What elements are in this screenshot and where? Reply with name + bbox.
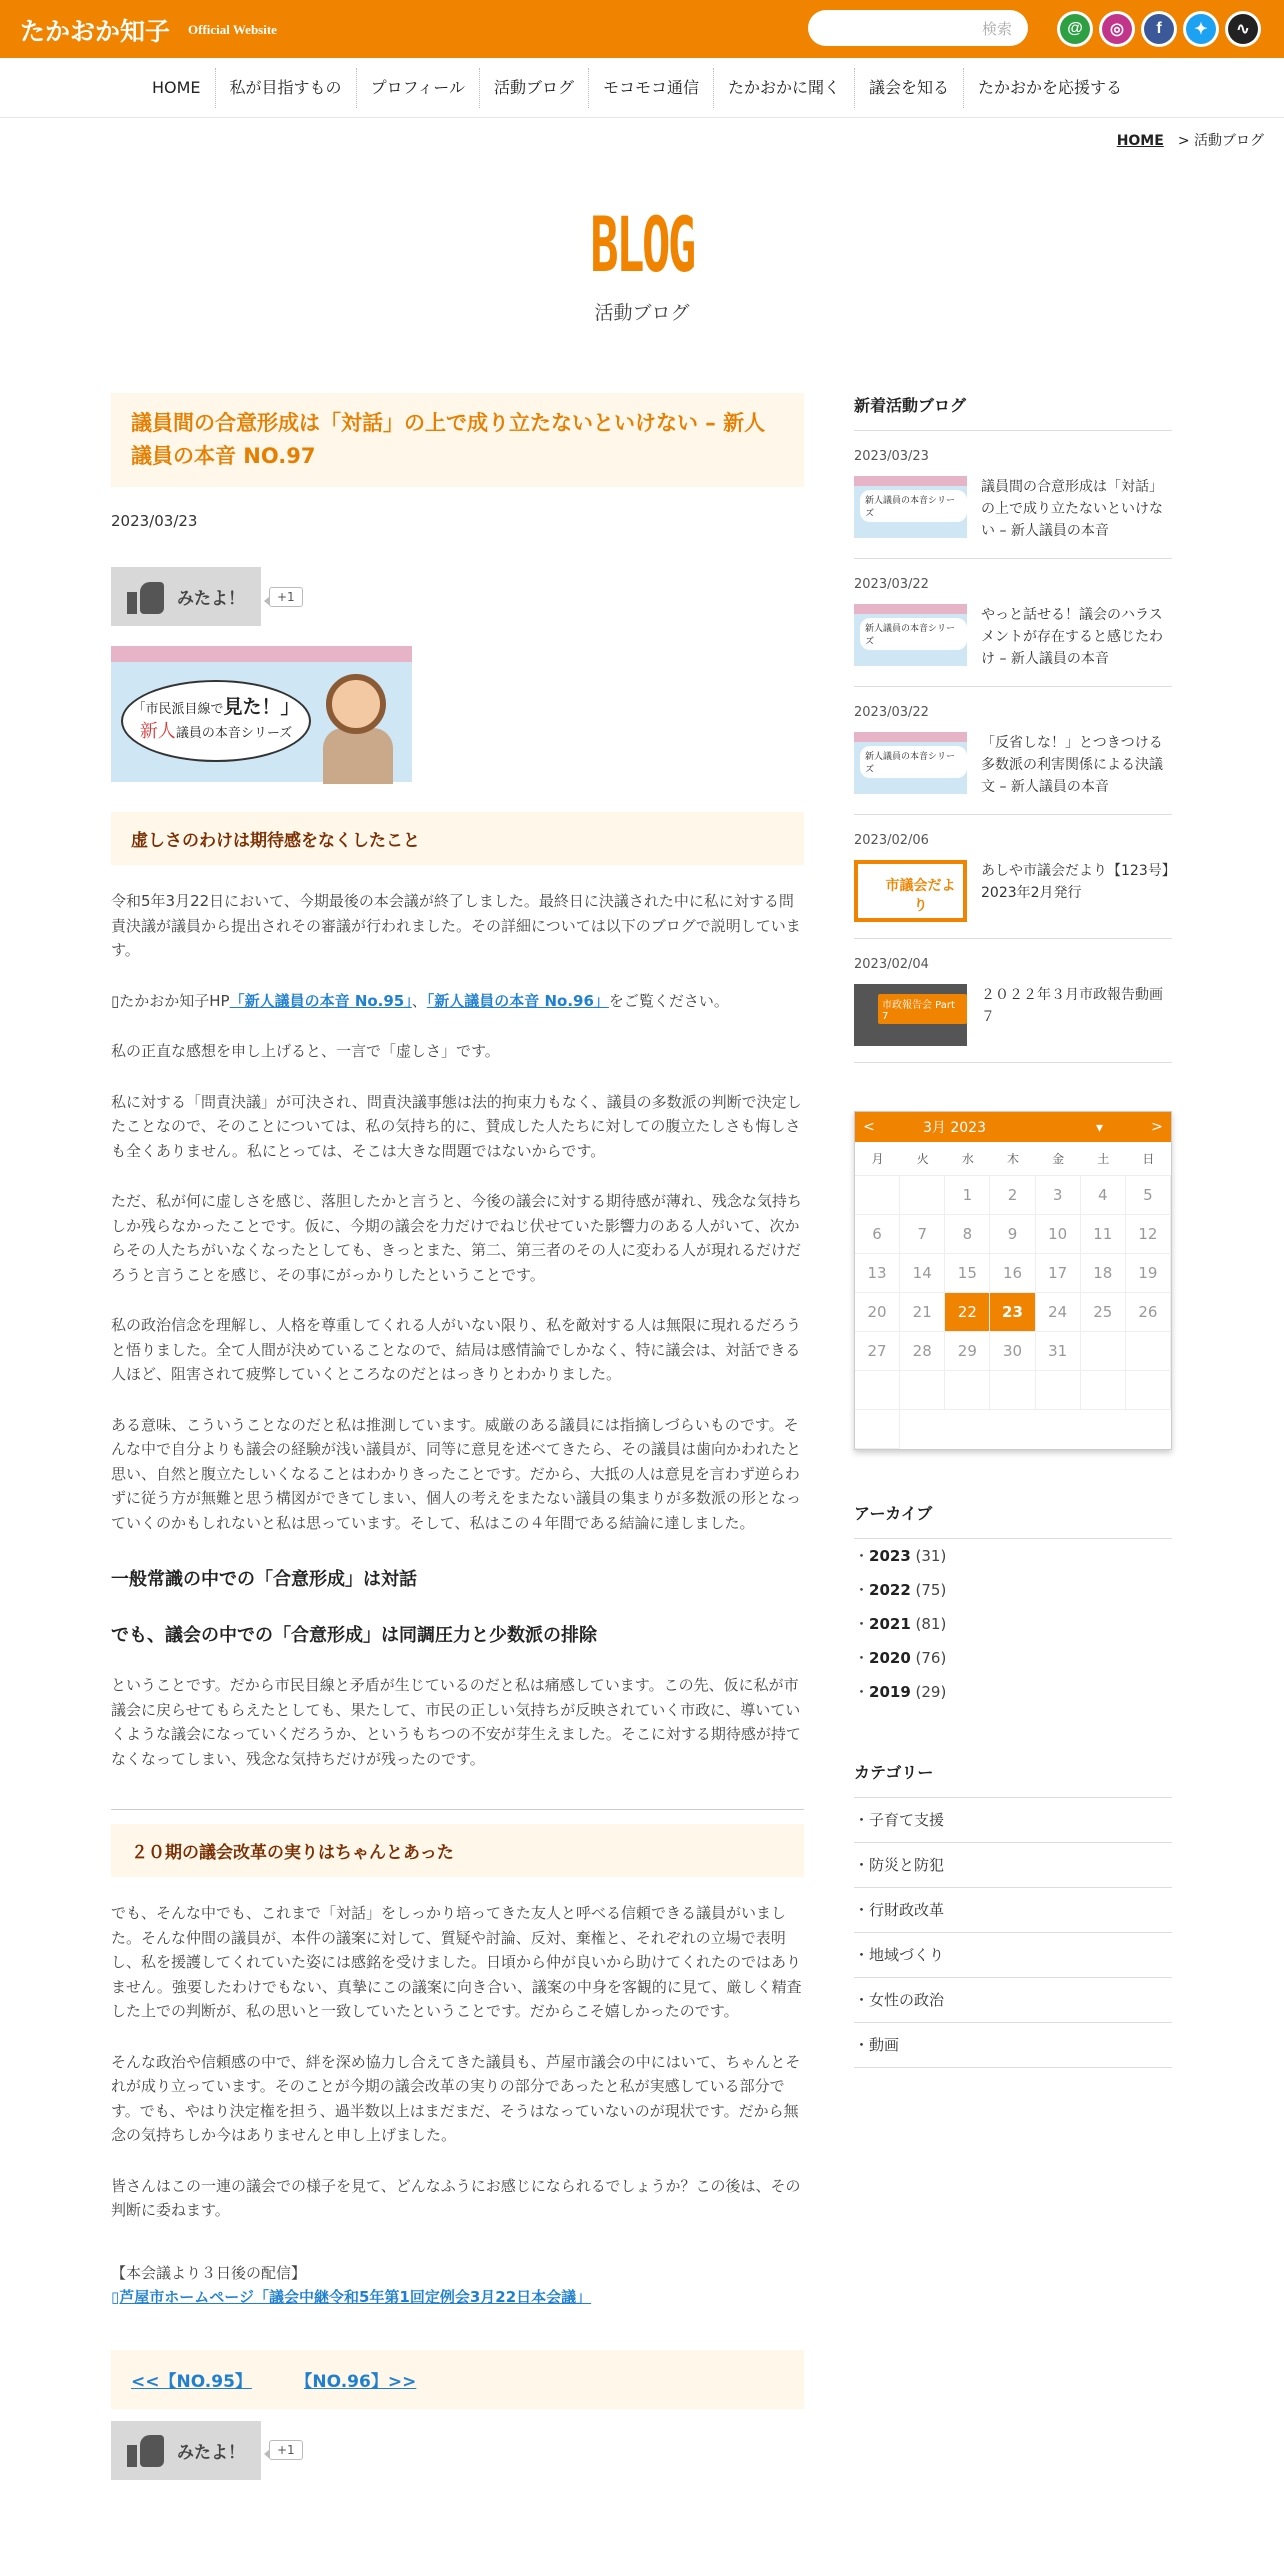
mail-icon[interactable]: @	[1057, 11, 1093, 47]
calendar-day	[855, 1176, 900, 1215]
calendar-day[interactable]: 14	[900, 1254, 945, 1293]
archive-item[interactable]: ・2022 (75)	[854, 1581, 947, 1599]
note-icon[interactable]: ∿	[1225, 11, 1261, 47]
recent-post-title[interactable]: やっと話せる！議会のハラスメントが存在すると感じたわけ – 新人議員の本音	[981, 607, 1163, 667]
paragraph: 皆さんはこの一連の議会での様子を見て、どんなふうにお感じになられるでしょうか？この後は、その判断に委ねます。	[111, 2176, 801, 2219]
recent-post[interactable]	[854, 559, 1172, 687]
hero-new: 新人	[139, 721, 176, 742]
calendar-day	[1081, 1371, 1126, 1410]
nav-blog[interactable]: 活動ブログ	[479, 68, 588, 108]
nav-vision[interactable]: 私が目指すもの	[215, 68, 356, 108]
subheading: 一般常識の中での「合意形成」は対話	[111, 1569, 417, 1590]
thumbnail-text: 新人議員の本音シリーズ	[860, 490, 967, 522]
post-date: 2023/03/23	[111, 512, 198, 530]
post-pager	[111, 2350, 804, 2409]
paragraph: でも、そんな中でも、これまで「対話」をしっかり培ってきた友人と呼べる信頼できる議員がいました。そんな仲間の議員が、本件の議案に対して、質疑や討論、反対、棄権と、それぞれの立場で表明し、私を援護してくれていた姿には感銘を受けました。日頃から仲が良いから助けてくれたのではありません。強要したわけでもない、真摯にこの議案に向き合い、議案の中身を客観的に見て、厳しく精査した上での判断が、私の思いと一致していたということです。だからこそ嬉しかったのです。	[111, 1904, 802, 2020]
calendar-day[interactable]: 23	[990, 1293, 1035, 1332]
category-item[interactable]: ・子育て支援	[854, 1798, 1172, 1843]
category-item[interactable]: ・女性の政治	[854, 1978, 1172, 2023]
like-count: +1	[269, 2440, 303, 2460]
paragraph: 私の政治信念を理解し、人格を尊重してくれる人がいない限り、私を敵対する人は無限に現れるだろうと悟りました。全て人間が決めていることなので、結局は感情論でしかなく、特に議会は、対話できる人ほど、阻害されて疲弊していくところなのだとはっきりとわかりました。	[111, 1316, 802, 1383]
calendar-day	[855, 1410, 900, 1449]
paragraph: 私の正直な感想を申し上げると、一言で「虚しさ」です。	[111, 1042, 500, 1060]
breadcrumb-sep: >	[1177, 133, 1190, 149]
calendar-day[interactable]: 6	[855, 1215, 900, 1254]
link-suffix: をご覧ください。	[608, 991, 729, 1010]
calendar-day[interactable]: 28	[900, 1332, 945, 1371]
category-label[interactable]: 女性の政治	[869, 1991, 945, 2009]
archive-item[interactable]: ・2021 (81)	[854, 1615, 947, 1633]
archive-year[interactable]: 2022	[869, 1581, 911, 1599]
character-illustration-body	[323, 728, 393, 784]
hero-line2: 議員の本音シリーズ	[175, 726, 293, 741]
breadcrumb-current: 活動ブログ	[1194, 133, 1264, 149]
page-subtitle: 活動ブログ	[594, 302, 690, 324]
calendar-day	[990, 1371, 1035, 1410]
archive-year[interactable]: 2023	[869, 1547, 911, 1565]
calendar-day[interactable]: 10	[1036, 1215, 1081, 1254]
instagram-icon[interactable]: ◎	[1099, 11, 1135, 47]
calendar-day[interactable]: 16	[990, 1254, 1035, 1293]
recent-post-date: 2023/03/22	[854, 705, 929, 720]
archive-count: (29)	[910, 1683, 947, 1701]
calendar-grid	[855, 1142, 1171, 1449]
category-label[interactable]: 地域づくり	[869, 1946, 945, 1964]
thumbnail-text: 市政報告会 Part 7	[878, 994, 967, 1024]
calendar-day[interactable]: 22	[945, 1293, 990, 1332]
calendar-day	[1081, 1332, 1126, 1371]
recent-post-thumbnail[interactable]	[854, 604, 967, 666]
calendar-day[interactable]: 3	[1036, 1176, 1081, 1215]
calendar-day	[855, 1371, 900, 1410]
category-item[interactable]: ・行財政改革	[854, 1888, 1172, 1933]
archive-count: (31)	[910, 1547, 947, 1565]
recent-posts-title: 新着活動ブログ	[854, 393, 1172, 431]
calendar-day	[900, 1371, 945, 1410]
hero-line1: 「市民派目線で	[132, 702, 224, 717]
like-label: みたよ！	[177, 2442, 245, 2463]
search-input[interactable]: 検索	[808, 10, 1028, 46]
calendar-weekday: 火	[900, 1142, 945, 1176]
calendar-day[interactable]: 20	[855, 1293, 900, 1332]
category-label[interactable]: 行財政改革	[869, 1901, 945, 1919]
paragraph-links	[111, 989, 804, 1014]
link-sep: 、	[411, 991, 427, 1010]
recent-post-title[interactable]: 議員間の合意形成は「対話」の上で成り立たないといけない – 新人議員の本音	[981, 479, 1163, 539]
category-list	[854, 1798, 1172, 2068]
thumbnail-text: 市議会だより	[885, 878, 956, 914]
calendar-day[interactable]: 5	[1126, 1176, 1171, 1215]
recent-post-thumbnail[interactable]	[854, 476, 967, 538]
calendar-month[interactable]	[883, 1117, 1143, 1137]
divider	[111, 1809, 804, 1810]
site-title[interactable]: たかおか知子	[20, 17, 171, 46]
recent-post[interactable]	[854, 431, 1172, 559]
like-button-bottom[interactable]	[111, 2421, 261, 2480]
calendar-day[interactable]: 17	[1036, 1254, 1081, 1293]
site-header	[0, 0, 1284, 58]
calendar-day	[1126, 1371, 1171, 1410]
archive-count: (75)	[910, 1581, 947, 1599]
calendar-weekday: 土	[1081, 1142, 1126, 1176]
nav-support[interactable]: たかおかを応援する	[963, 68, 1136, 108]
paragraph: ただ、私が何に虚しさを感じ、落胆したかと言うと、今後の議会に対する期待感が薄れ、残念な気持ちしか残らなかったことです。仮に、今期の議会を力だけでねじ伏せていた影響力のある人がいて、次からその人たちがいなくなったとしても、きっとまた、第二、第三者のその人に変わる人が現れるだけだろうと言うことを感じ、その事にがっかりしたということです。	[111, 1192, 802, 1284]
nav-mokomoko[interactable]: モコモコ通信	[588, 68, 713, 108]
thumbnail-text: 新人議員の本音シリーズ	[860, 618, 967, 650]
breadcrumb-home[interactable]: HOME	[1116, 133, 1164, 149]
calendar-weekday: 日	[1126, 1142, 1171, 1176]
hero-image	[111, 646, 412, 782]
calendar-day[interactable]: 13	[855, 1254, 900, 1293]
calendar-day[interactable]: 31	[1036, 1332, 1081, 1371]
archive-year[interactable]: 2019	[869, 1683, 911, 1701]
sidebar	[854, 393, 1172, 2068]
thumbnail-text: 新人議員の本音シリーズ	[860, 746, 967, 778]
calendar-day[interactable]: 26	[1126, 1293, 1171, 1332]
recent-post-date: 2023/03/23	[854, 449, 929, 464]
paragraph: そんな政治や信頼感の中で、絆を深め協力し合えてきた議員も、芦屋市議会の中にはいて、ちゃんとそれが成り立っています。そのことが今期の議会改革の実りの部分であったと私が実感している部分です。でも、やはり決定権を担う、過半数以上はまだまだ、そうはなっていないのが現状です。だから無念の気持ちしか今はありませんと申し上げました。	[111, 2052, 801, 2144]
site-subtitle: Official Website	[188, 22, 277, 37]
recent-post-date: 2023/02/04	[854, 957, 929, 972]
archive-year[interactable]: 2021	[869, 1615, 911, 1633]
calendar-day[interactable]: 24	[1036, 1293, 1081, 1332]
calendar-day	[945, 1371, 990, 1410]
section-heading: ２０期の議会改革の実りはちゃんとあった	[111, 1824, 804, 1877]
archive-item[interactable]: ・2023 (31)	[854, 1547, 947, 1565]
calendar-day[interactable]: 18	[1081, 1254, 1126, 1293]
facebook-icon[interactable]: f	[1141, 11, 1177, 47]
recent-post-thumbnail[interactable]	[854, 860, 967, 922]
post-title: 議員間の合意形成は「対話」の上で成り立たないといけない – 新人議員の本音 NO.97	[111, 393, 804, 487]
thumbs-up-icon	[127, 580, 165, 614]
calendar-day[interactable]: 2	[990, 1176, 1035, 1215]
paragraph: ある意味、こういうことなのだと私は推測しています。威厳のある議員には指摘しづらいものです。そんな中で自分よりも議会の経験が浅い議員が、同等に意見を述べてきたら、その議員は歯向かわれたと思い、自然と腹立たしいくなることはわかりきったことです。だから、大抵の人は意見を言わず逆らわずに従う方が無難と思う構図ができてしまい、個人の考えをまたない議員の集まりが多数派の形となっていくのかもしれないと私は思っています。そして、私はこの４年間である結論に達しました。	[111, 1415, 802, 1532]
paragraph: ということです。だから市民目線と矛盾が生じているのだと私は痛感しています。この先、仮に私が市議会に戻らせてもらえたとしても、果たして、市民の正しい気持ちが反映されていく市政に、導いていくような議会になっていくだろうか、というもちつの不安が芽生えました。そこに対する期待感が持てなくなってしまい、残念な気持ちだけが残ったのです。	[111, 1676, 801, 1768]
calendar-day[interactable]: 19	[1126, 1254, 1171, 1293]
archive-title: アーカイブ	[854, 1501, 1172, 1539]
calendar-weekday: 水	[945, 1142, 990, 1176]
recent-post[interactable]	[854, 687, 1172, 815]
calendar-day[interactable]: 11	[1081, 1215, 1126, 1254]
category-item[interactable]: ・防災と防犯	[854, 1843, 1172, 1888]
recent-post-title[interactable]: あしや市議会だより【123号】2023年2月発行	[981, 863, 1169, 901]
like-button[interactable]	[111, 567, 261, 626]
nav-profile[interactable]: プロフィール	[356, 68, 479, 108]
recent-post-date: 2023/03/22	[854, 577, 929, 592]
post-article	[111, 393, 804, 2480]
calendar-day[interactable]: 15	[945, 1254, 990, 1293]
archive-item[interactable]: ・2020 (76)	[854, 1649, 947, 1667]
hero-bubble	[121, 680, 311, 762]
calendar-day[interactable]: 21	[900, 1293, 945, 1332]
archive-year[interactable]: 2020	[869, 1649, 911, 1667]
recent-post-date: 2023/02/06	[854, 833, 929, 848]
hero-see: 見た！」	[223, 696, 300, 718]
nav-home[interactable]: HOME	[152, 78, 201, 97]
broadcast-note: 【本会議より３日後の配信】	[111, 2263, 307, 2282]
calendar-weekday: 木	[990, 1142, 1035, 1176]
like-label: みたよ！	[177, 589, 245, 609]
link-no96[interactable]: 「新人議員の本音 No.96」	[426, 991, 609, 1010]
nav-council[interactable]: 議会を知る	[854, 68, 963, 108]
paragraph	[111, 2261, 804, 2310]
link-prefix: ▯たかおか知子HP	[111, 991, 230, 1010]
calendar-day[interactable]: 12	[1126, 1215, 1171, 1254]
calendar-day[interactable]: 25	[1081, 1293, 1126, 1332]
breadcrumb	[1117, 130, 1264, 150]
recent-post-thumbnail[interactable]	[854, 984, 967, 1046]
city-video-link[interactable]: ▯芦屋市ホームページ「議会中継令和5年第1回定例会3月22日本会議」	[111, 2288, 592, 2306]
calendar-weekday: 月	[855, 1142, 900, 1176]
subheading: でも、議会の中での「合意形成」は同調圧力と少数派の排除	[111, 1625, 597, 1646]
archive-count: (81)	[910, 1615, 947, 1633]
calendar-prev-button[interactable]: <	[863, 1119, 875, 1135]
calendar-widget	[854, 1111, 1172, 1450]
archive-item[interactable]: ・2019 (29)	[854, 1683, 947, 1701]
calendar-day	[1036, 1371, 1081, 1410]
calendar-next-button[interactable]: >	[1151, 1119, 1163, 1135]
calendar-day[interactable]: 9	[990, 1215, 1035, 1254]
thumbs-up-icon	[127, 2433, 165, 2467]
category-label[interactable]: 防災と防犯	[869, 1856, 945, 1874]
category-item[interactable]: ・地域づくり	[854, 1933, 1172, 1978]
chevron-down-icon: ▾	[1095, 1120, 1104, 1136]
calendar-day[interactable]: 4	[1081, 1176, 1126, 1215]
character-illustration	[326, 674, 386, 734]
category-title: カテゴリー	[854, 1760, 1172, 1798]
paragraph: 令和5年3月22日において、今期最後の本会議が終了しました。最終日に決議された中に私に対する問責決議が議員から提出されその審議が行われました。その詳細については以下のブログで説明しています。	[111, 892, 801, 959]
recent-post[interactable]	[854, 815, 1172, 939]
calendar-day[interactable]: 1	[945, 1176, 990, 1215]
calendar-weekday: 金	[1036, 1142, 1081, 1176]
like-count: +1	[269, 587, 303, 607]
category-label[interactable]: 子育て支援	[869, 1811, 945, 1829]
recent-post-title[interactable]: ２０２２年３月市政報告動画７	[981, 987, 1163, 1025]
calendar-month-label: 3月 2023	[922, 1120, 986, 1136]
paragraph: 私に対する「問責決議」が可決され、問責決議事態は法的拘束力もなく、議員の多数派の判断で決定したことなので、そのことについては、私の気持ち的に、賛成した人たちに対しての腹立たしさも悔しさも全くありません。私にとっては、そこは大きな問題ではないからです。	[111, 1092, 802, 1160]
prev-post-link[interactable]: <<【NO.95】	[131, 2371, 252, 2392]
calendar-day[interactable]: 30	[990, 1332, 1035, 1371]
category-item[interactable]: ・動画	[854, 2023, 1172, 2068]
archive-list	[854, 1539, 1172, 1709]
calendar-day[interactable]: 29	[945, 1332, 990, 1371]
calendar-day[interactable]: 27	[855, 1332, 900, 1371]
global-nav	[0, 58, 1284, 118]
calendar-day[interactable]: 8	[945, 1215, 990, 1254]
page-title: BLOG	[590, 200, 694, 289]
twitter-icon[interactable]: ✦	[1183, 11, 1219, 47]
recent-post-thumbnail[interactable]	[854, 732, 967, 794]
link-no95[interactable]: 「新人議員の本音 No.95」	[229, 991, 412, 1010]
recent-post-title[interactable]: 「反省しな！」とつきつける多数派の利害関係による決議文 – 新人議員の本音	[981, 735, 1163, 795]
calendar-day	[1126, 1332, 1171, 1371]
calendar-day[interactable]: 7	[900, 1215, 945, 1254]
calendar-day	[900, 1176, 945, 1215]
archive-count: (76)	[910, 1649, 947, 1667]
section-heading: 虚しさのわけは期待感をなくしたこと	[111, 812, 804, 865]
category-label[interactable]: 動画	[869, 2036, 900, 2054]
recent-post[interactable]	[854, 939, 1172, 1063]
next-post-link[interactable]: 【NO.96】>>	[303, 2371, 417, 2392]
nav-ask[interactable]: たかおかに聞く	[713, 68, 854, 108]
